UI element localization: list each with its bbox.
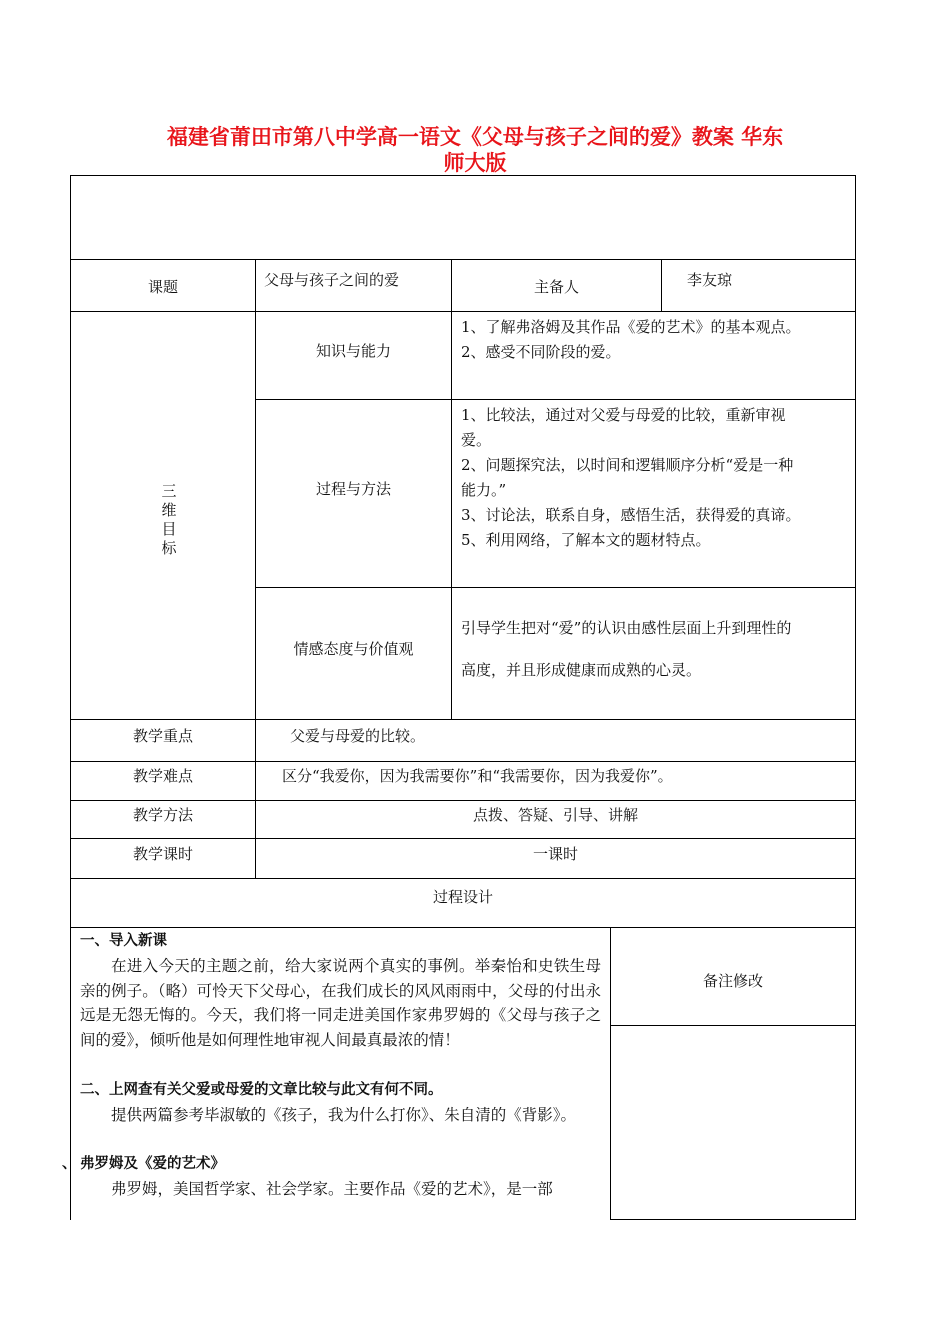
- difficulty-label: 教学难点: [132, 767, 193, 785]
- process-item: 3、讨论法，联系自身，感悟生活，获得爱的真谛。: [461, 506, 801, 524]
- hours-value: 一课时: [532, 845, 578, 863]
- section-paragraph-2: 提供两篇参考毕淑敏的《孩子，我为什么打你》、朱自清的《背影》。: [111, 1106, 577, 1124]
- goals-section-label: 三 维 目 标: [161, 482, 177, 557]
- section-heading-1: 一、导入新课: [80, 933, 167, 949]
- author-value: 李友琼: [687, 271, 733, 289]
- key-point-value: 父爱与母爱的比较。: [290, 727, 426, 745]
- document-title-line-1: 福建省莆田市第八中学高一语文《父母与孩子之间的爱》教案 华东: [166, 125, 784, 149]
- knowledge-label: 知识与能力: [315, 342, 391, 360]
- remarks-label: 备注修改: [702, 972, 763, 990]
- process-label: 过程与方法: [315, 480, 391, 498]
- process-items: [461, 403, 853, 553]
- section-paragraph-3: 弗罗姆，美国哲学家、社会学家。主要作品《爱的艺术》，是一部: [111, 1180, 553, 1198]
- process-item: 2、问题探究法，以时间和逻辑顺序分析“爱是一种: [461, 456, 794, 474]
- knowledge-item: 2、感受不同阶段的爱。: [461, 343, 621, 361]
- topic-label: 课题: [147, 278, 178, 296]
- emotion-item: 高度，并且形成健康而成熟的心灵。: [461, 661, 702, 679]
- process-design-label: 过程设计: [432, 888, 493, 906]
- knowledge-item: 1、了解弗洛姆及其作品《爱的艺术》的基本观点。: [461, 318, 801, 336]
- topic-value: 父母与孩子之间的爱: [264, 271, 400, 289]
- section-heading-3: 弗罗姆及《爱的艺术》: [80, 1156, 225, 1172]
- section-heading-2: 二、上网查有关父爱或母爱的文章比较与此文有何不同。: [80, 1082, 443, 1098]
- process-item: 1、比较法，通过对父爱与母爱的比较，重新审视: [461, 406, 786, 424]
- method-value: 点拨、答疑、引导、讲解: [472, 806, 638, 824]
- process-item: 能力。”: [461, 481, 507, 499]
- document-title-line-2: 师大版: [443, 151, 507, 175]
- section-heading-3-prefix: 、: [62, 1156, 77, 1172]
- author-label: 主备人: [533, 278, 579, 296]
- emotion-label: 情感态度与价值观: [293, 640, 414, 658]
- hours-label: 教学课时: [132, 845, 193, 863]
- knowledge-items: [461, 315, 853, 365]
- method-label: 教学方法: [132, 806, 193, 824]
- section-paragraph-1: 在进入今天的主题之前，给大家说两个真实的事例。举秦怡和史铁生母亲的例子。（略）可怜天下父母心，在我们成长的风风雨雨中，父母的付出永远是无怨无悔的。今天，我们将一同走进美国作家弗罗姆的《父母与孩子之间的爱》，倾听他是如何理性地审视人间最真最浓的情！: [80, 957, 601, 1049]
- emotion-item: 引导学生把对“爱”的认识由感性层面上升到理性的: [461, 619, 792, 637]
- process-item: 5、利用网络，了解本文的题材特点。: [461, 531, 711, 549]
- difficulty-value: 区分“我爱你，因为我需要你”和“我需要你，因为我爱你”。: [282, 767, 673, 785]
- emotion-items: [461, 607, 853, 691]
- process-item: 爱。: [461, 431, 492, 449]
- key-point-label: 教学重点: [132, 727, 193, 745]
